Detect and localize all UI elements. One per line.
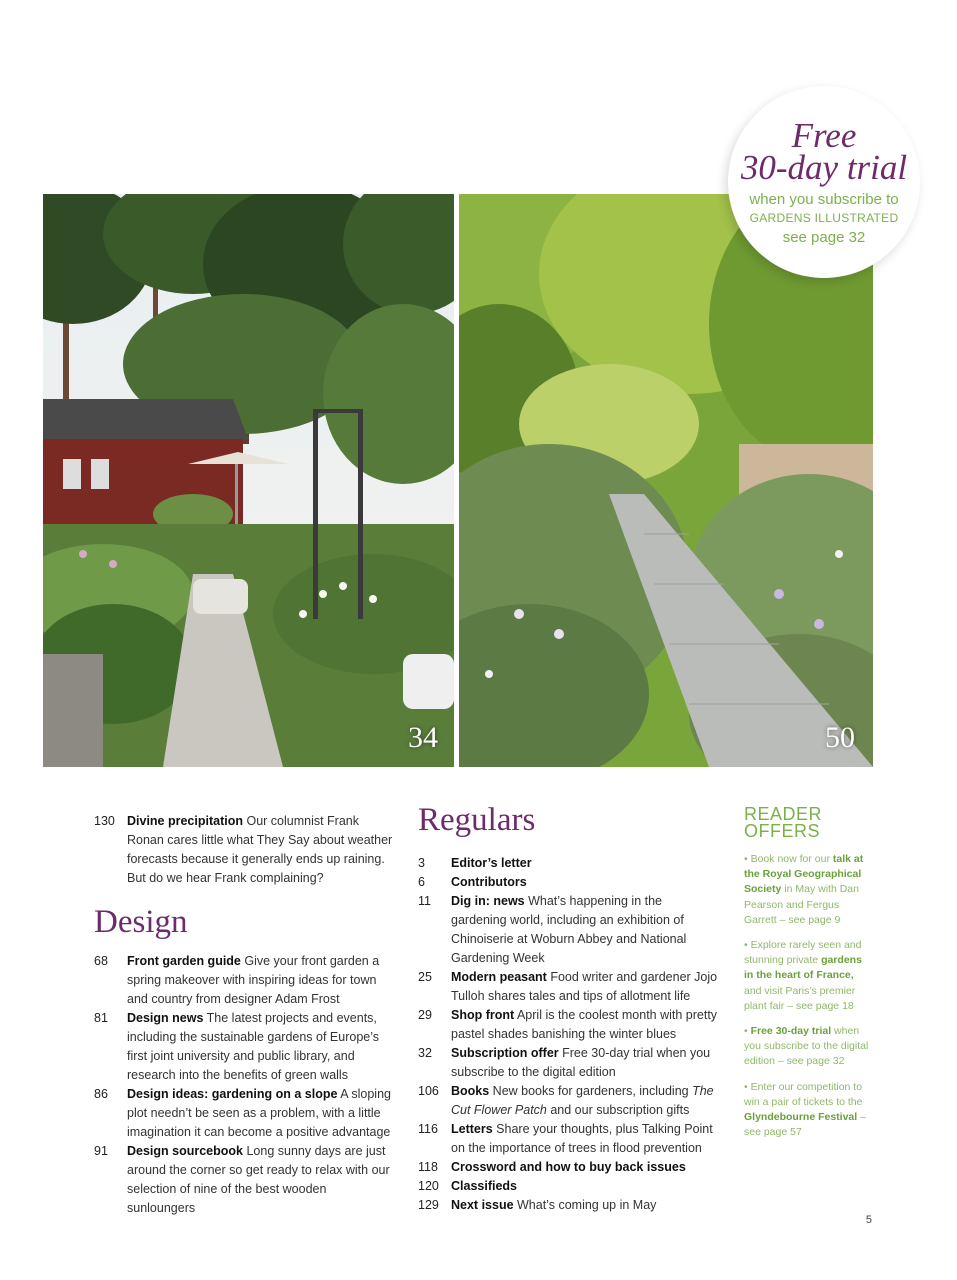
contents-entry[interactable] [94, 1009, 394, 1085]
offer-highlight: talk at the Royal Geographical Society [744, 853, 864, 896]
entry-title: Design news [127, 1011, 204, 1025]
entry-page: 68 [94, 954, 108, 968]
offer-text-end: in May with Dan Pearson and Fergus Garrett – see page 9 [744, 883, 859, 926]
contents-entry[interactable] [94, 812, 394, 888]
entry-description: Food writer and gardener Jojo Tulloh shares tales and tips of allotment life [451, 970, 718, 1003]
entry-description: Give your front garden a spring makeover with inspiring ideas for town and country from designer Adam Frost [127, 954, 380, 1006]
reader-offers-title-line2: OFFERS [744, 821, 821, 841]
contents-entry[interactable] [418, 1006, 718, 1044]
offer-text: • Explore rarely seen and stunning private [744, 939, 862, 967]
offer-text-end: – see page 57 [744, 1111, 866, 1139]
front-garden-photo [43, 194, 454, 767]
entry-title: Classifieds [451, 1179, 518, 1193]
regulars-section-title: Regulars [418, 802, 536, 838]
book-title: The Cut Flower Patch [451, 1084, 714, 1117]
entry-page: 32 [418, 1046, 432, 1060]
contents-entry[interactable] [418, 854, 718, 873]
path-illustration [459, 194, 873, 767]
offer-highlight: gardens in the heart of France, [744, 954, 862, 982]
entry-page: 130 [94, 814, 115, 828]
contents-entry[interactable] [418, 1082, 718, 1120]
offer-text: • [744, 1025, 751, 1038]
entry-page: 11 [418, 894, 431, 908]
offer-text: • Book now for our [744, 853, 833, 865]
offer-text: • Enter our competition to win a pair of tickets to the [744, 1080, 863, 1108]
badge-subscribe-text: when you subscribe to [749, 191, 899, 208]
contents-entry[interactable] [418, 1177, 718, 1196]
offer-text-end: when you subscribe to the digital edition – see page 32 [744, 1025, 869, 1068]
photo-page-number: 34 [408, 721, 438, 754]
offer-highlight: Glyndebourne Festival [744, 1111, 858, 1124]
entry-title: Shop front [451, 1008, 515, 1022]
contents-entry[interactable] [418, 873, 718, 892]
entry-page: 25 [418, 970, 432, 984]
offer-text-end: and visit Paris’s premier plant fair – see page 18 [744, 984, 856, 1012]
page-number: 5 [865, 1214, 872, 1226]
features-column [94, 812, 394, 1218]
reader-offer-item[interactable] [744, 852, 874, 928]
entry-description: New books for gardeners, including [489, 1084, 693, 1098]
entry-page: 91 [94, 1144, 108, 1158]
contents-entry[interactable] [418, 892, 718, 968]
entry-title: Design sourcebook [127, 1144, 243, 1158]
entry-title: Modern peasant [451, 970, 547, 984]
entry-page: 81 [94, 1011, 108, 1025]
contents-entry[interactable] [418, 1158, 718, 1177]
contents-entry[interactable] [94, 952, 394, 1009]
entry-title: Crossword and how to buy back issues [451, 1160, 686, 1174]
reader-offer-item[interactable] [744, 1080, 874, 1141]
contents-entry[interactable] [418, 968, 718, 1006]
entry-title: Front garden guide [127, 954, 241, 968]
entry-page: 29 [418, 1008, 432, 1022]
entry-page: 86 [94, 1087, 108, 1101]
regulars-column [418, 800, 718, 1215]
contents-entry[interactable] [418, 1044, 718, 1082]
reader-offers-title-line1: READER [744, 804, 823, 824]
entry-title: Next issue [451, 1198, 514, 1212]
entry-page: 129 [418, 1198, 439, 1212]
entry-description: A sloping plot needn’t be seen as a problem, with a little imagination it can become a positive advantage [127, 1087, 391, 1139]
photo-page-number: 50 [825, 721, 855, 754]
entry-description: What’s coming up in May [513, 1198, 657, 1212]
free-trial-badge[interactable] [728, 86, 920, 278]
entry-page: 3 [418, 856, 425, 870]
badge-trial-text: 30-day trial [740, 148, 908, 187]
badge-page-ref: see page 32 [782, 229, 866, 246]
entry-description: Free 30-day trial when you subscribe to the digital edition [451, 1046, 711, 1079]
contents-entry[interactable] [418, 1196, 718, 1215]
entry-title: Books [451, 1084, 490, 1098]
garden-illustration [43, 194, 454, 767]
reader-offers-column [744, 806, 874, 1150]
entry-page: 6 [418, 875, 425, 889]
entry-title: Dig in: news [451, 894, 525, 908]
contents-entry[interactable] [94, 1085, 394, 1142]
entry-title: Letters [451, 1122, 493, 1136]
offer-highlight: Free 30-day trial [750, 1025, 832, 1038]
entry-title: Subscription offer [451, 1046, 559, 1060]
entry-title: Editor’s letter [451, 856, 532, 870]
entry-page: 118 [418, 1160, 438, 1174]
entry-page: 120 [418, 1179, 439, 1193]
badge-free-text: Free [791, 116, 857, 155]
design-section-title: Design [94, 904, 188, 940]
entry-title: Contributors [451, 875, 527, 889]
entry-description: The latest projects and events, including the sustainable gardens of Europe’s first joint university and public library, and research into the benefits of green walls [127, 1011, 380, 1082]
reader-offers-title [744, 806, 874, 840]
entry-title: Divine precipitation [127, 814, 243, 828]
entry-description: Our columnist Frank Ronan cares little what They Say about weather forecasts because it generally ends up raining. But do we hear Frank complaining? [127, 814, 393, 885]
reader-offer-item[interactable] [744, 938, 874, 1014]
entry-page: 116 [418, 1122, 438, 1136]
entry-description: Share your thoughts, plus Talking Point on the importance of trees in flood prevention [451, 1122, 713, 1155]
border-path-photo [459, 194, 873, 767]
entry-description: Long sunny days are just around the corner so get ready to relax with our selection of nine of the best wooden sunloungers [127, 1144, 390, 1215]
badge-magazine-name: GARDENS ILLUSTRATED [749, 211, 899, 225]
entry-description-end: and our subscription gifts [546, 1103, 690, 1117]
contents-entry[interactable] [94, 1142, 394, 1218]
reader-offer-item[interactable] [744, 1024, 874, 1070]
contents-entry[interactable] [418, 1120, 718, 1158]
entry-description: What’s happening in the gardening world, including an exhibition of Chinoiserie at Woburn Abbey and National Gardening Week [451, 894, 687, 965]
entry-description: April is the coolest month with pretty pastel shades banishing the winter blues [451, 1008, 718, 1041]
entry-title: Design ideas: gardening on a slope [127, 1087, 338, 1101]
entry-page: 106 [418, 1084, 439, 1098]
